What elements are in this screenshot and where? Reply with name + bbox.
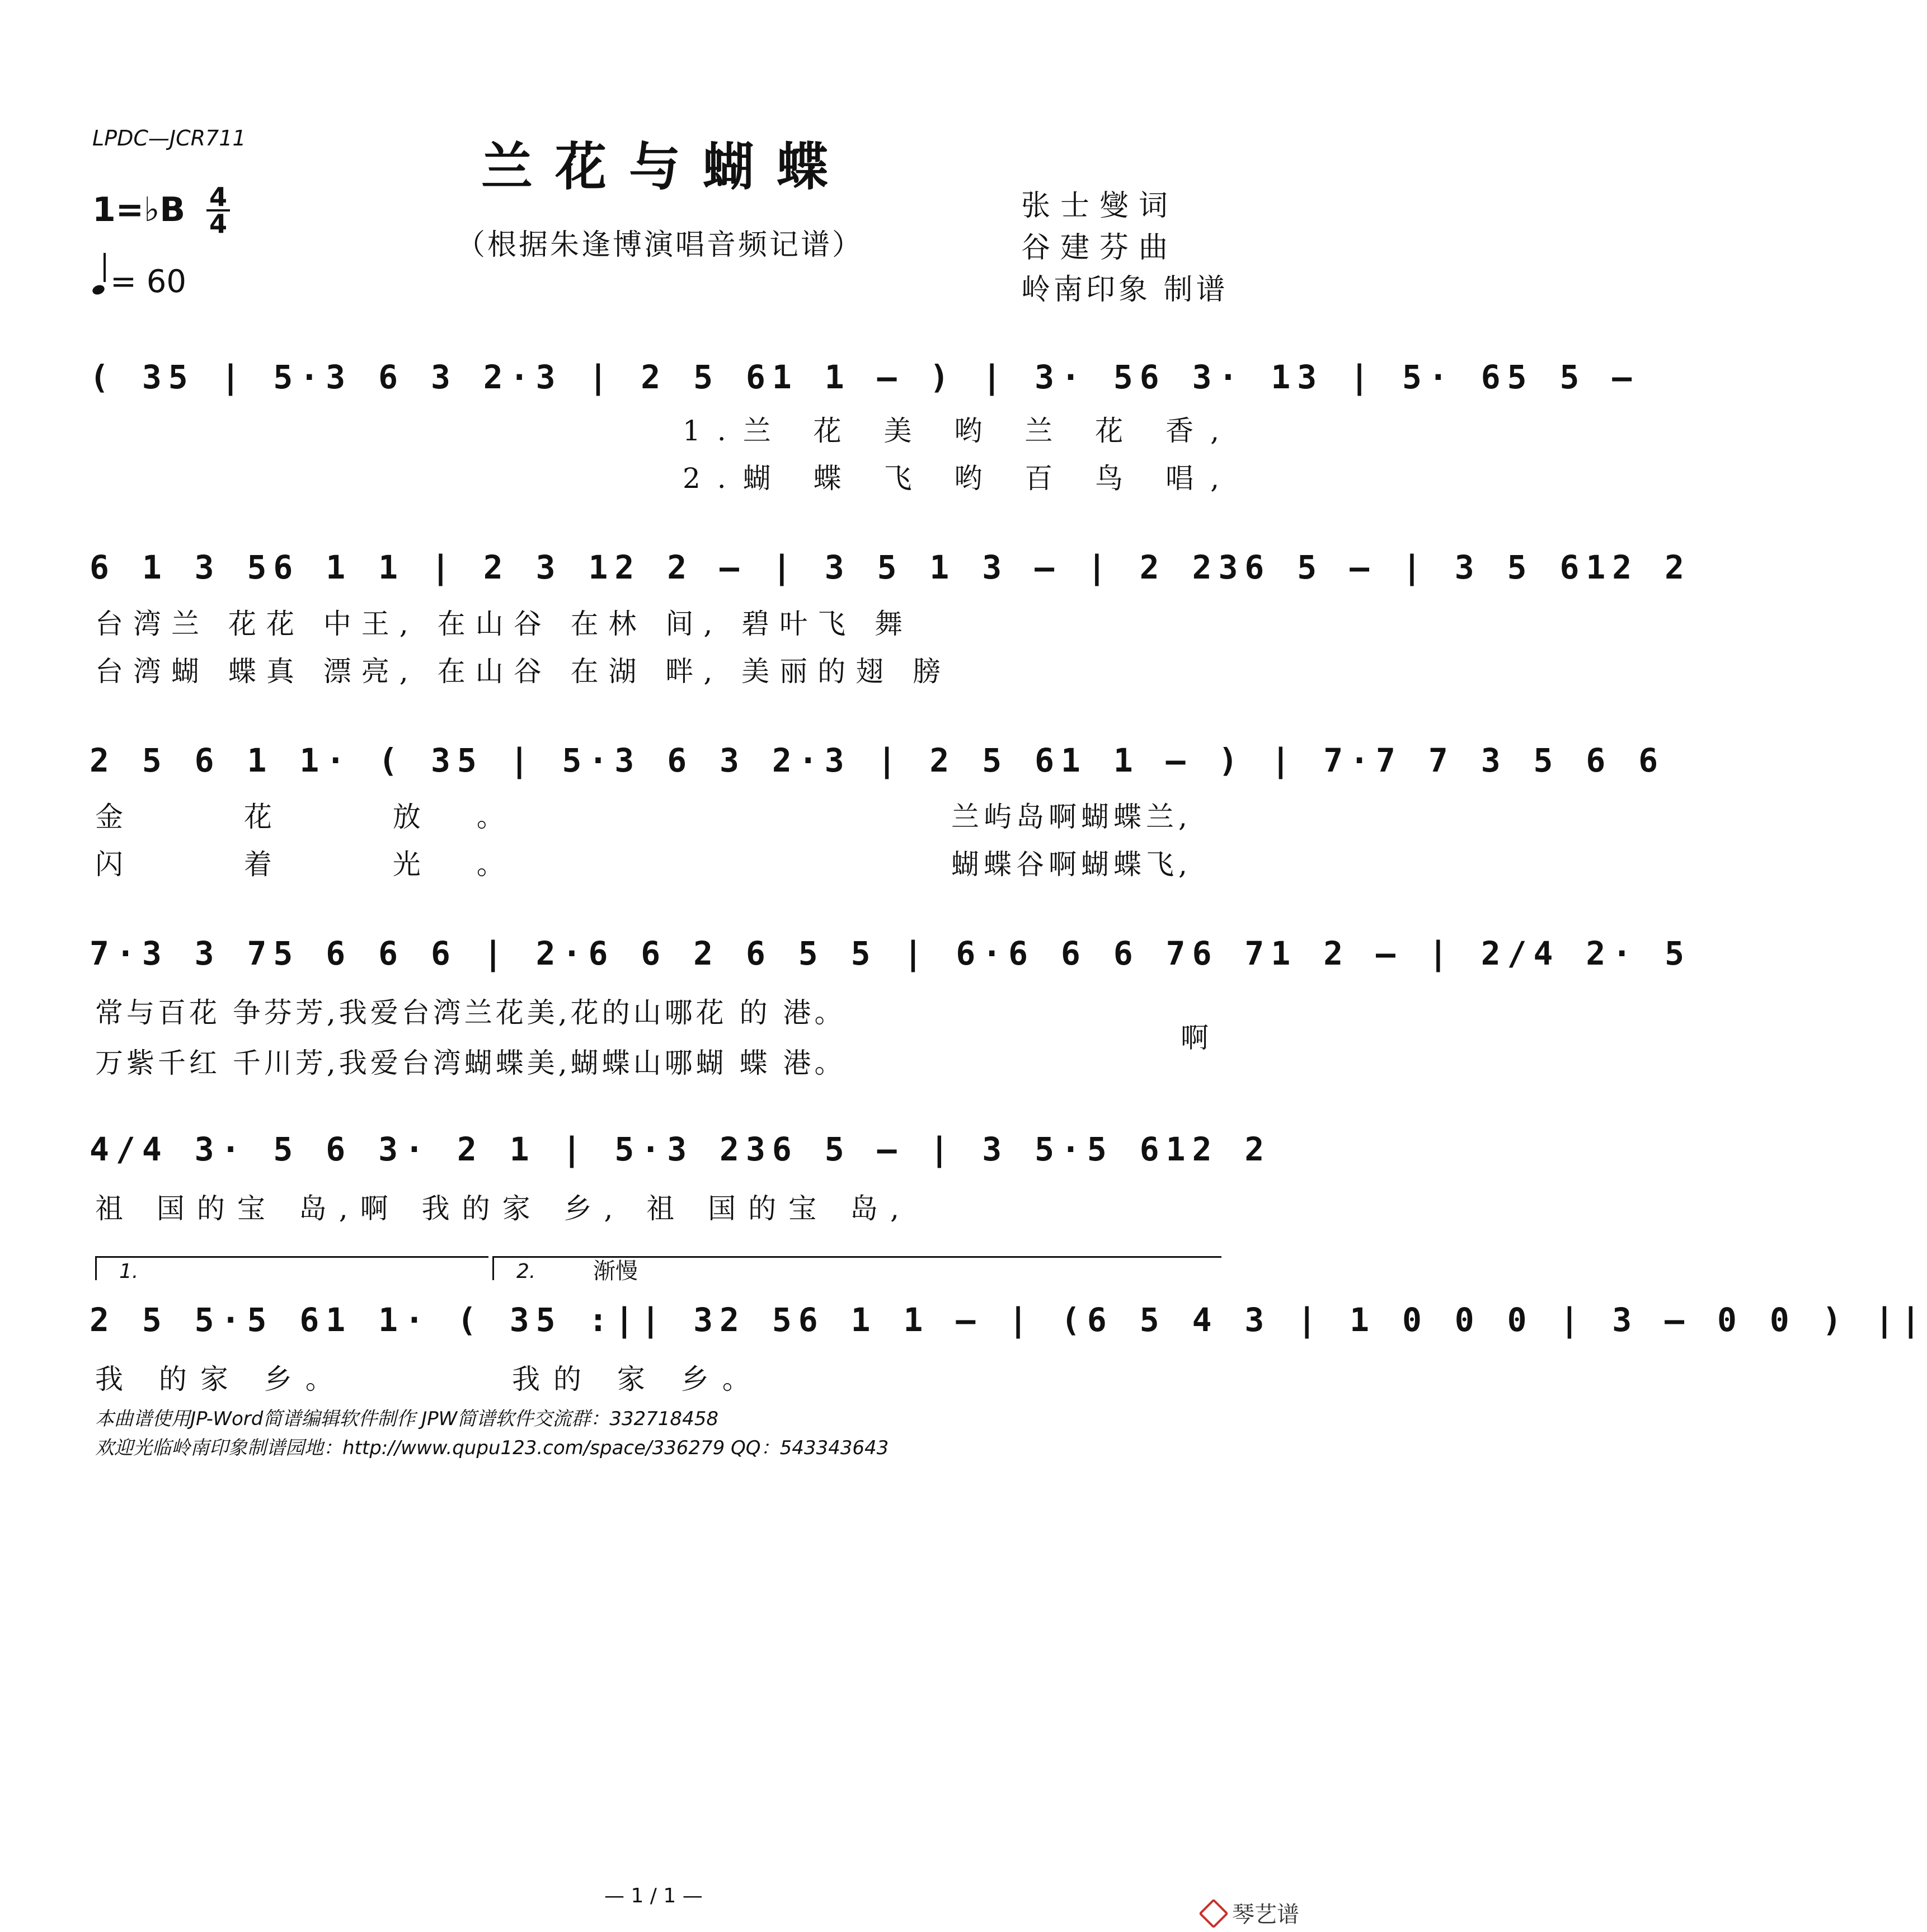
lyricist-credit: 张士燮词	[1021, 189, 1178, 223]
lyric-row-3-verse-1: 金 花 放。	[95, 801, 561, 833]
page-number: — 1 / 1 —	[604, 1884, 703, 1907]
second-ending-label: 2.	[516, 1260, 536, 1283]
logo-icon	[1198, 1898, 1229, 1929]
notation-row-2: 6 1 3 56 1 1 | 2 3 12 2 – | 3 5 1 3 – | 2 236 5 – | 3 5 612 2	[90, 548, 1691, 586]
song-subtitle: （根据朱逢博演唱音频记谱）	[456, 228, 864, 262]
footer-line-1: 本曲谱使用JP-Word简谱编辑软件制作 JPW简谱软件交流群：332718458	[95, 1408, 718, 1430]
site-logo: 琴艺谱	[1203, 1897, 1299, 1929]
lyric-row-4-verse-2: 万紫千红 千川芳,我爱台湾蝴蝶美,蝴蝶山哪蝴 蝶 港。	[95, 1047, 846, 1079]
staff-row-3	[90, 730, 1665, 792]
notation-row-3: 2 5 6 1 1· ( 35 | 5·3 6 3 2·3 | 2 5 61 1 – ) | 7·7 7 3 5 6 6	[90, 741, 1665, 779]
lyric-row-3-verse-2: 闪 着 光。	[95, 848, 561, 881]
lyric-row-4-verse-1: 常与百花 争芬芳,我爱台湾兰花美,花的山哪花 的 港。	[95, 996, 846, 1029]
lyric-row-2-verse-2: 台湾蝴 蝶真 漂亮, 在山谷 在湖 畔, 美丽的翅 膀	[95, 655, 951, 688]
time-signature-top: 4	[209, 182, 227, 212]
staff-row-4	[90, 923, 1691, 985]
tempo-marking: = 60	[92, 263, 186, 300]
staff-row-1	[90, 347, 1639, 408]
lyric-row-3-verse-2-right: 蝴蝶谷啊蝴蝶飞,	[951, 848, 1192, 881]
ritardando-marking: 渐慢	[593, 1258, 638, 1284]
staff-row-2	[90, 537, 1691, 599]
lyric-row-1-verse-2: 2.蝴 蝶 飞 哟 百 鸟 唱,	[683, 462, 1236, 495]
lyric-row-1-verse-1: 1.兰 花 美 哟 兰 花 香,	[683, 415, 1236, 447]
lyric-row-6-a: 我 的家 乡。	[95, 1363, 347, 1395]
arranger-credit: 岭南印象 制谱	[1021, 273, 1229, 307]
lyric-row-2-verse-1: 台湾兰 花花 中王, 在山谷 在林 间, 碧叶飞 舞	[95, 608, 913, 640]
lyric-row-5: 祖 国的宝 岛,啊 我的家 乡, 祖 国的宝 岛,	[95, 1192, 911, 1225]
score-code: LPDC—JCR711	[92, 126, 246, 151]
notation-row-1: ( 35 | 5·3 6 3 2·3 | 2 5 61 1 – ) | 3· 56 3· 13 | 5· 65 5 –	[90, 358, 1639, 396]
notation-row-5: 4/4 3· 5 6 3· 2 1 | 5·3 236 5 – | 3 5·5 612 2	[90, 1130, 1271, 1168]
time-signature	[204, 182, 232, 239]
staff-row-5	[90, 1119, 1271, 1181]
lyric-row-4-ah: 啊	[1181, 1022, 1209, 1054]
notation-row-6: 2 5 5·5 61 1· ( 35 :|| 32 56 1 1 – | (6 5 4 3 | 1 0 0 0 | 3 – 0 0 ) ||	[90, 1301, 1927, 1339]
key-signature: 1=♭B	[92, 190, 186, 229]
lyric-row-6-b: 我的 家 乡。	[512, 1363, 764, 1395]
first-ending-label: 1.	[119, 1260, 139, 1283]
time-signature-bottom: 4	[209, 209, 227, 239]
notation-row-4: 7·3 3 75 6 6 6 | 2·6 6 2 6 5 5 | 6·6 6 6 76 71 2 – | 2/4 2· 5	[90, 934, 1691, 972]
lyric-row-3-verse-1-right: 兰屿岛啊蝴蝶兰,	[951, 801, 1192, 833]
footer-line-2: 欢迎光临岭南印象制谱园地：http://www.qupu123.com/space/336279 QQ：543343643	[95, 1437, 889, 1459]
quarter-note-icon	[91, 284, 106, 297]
staff-row-6	[90, 1290, 1927, 1351]
composer-credit: 谷建芬曲	[1021, 231, 1178, 265]
song-title: 兰花与蝴蝶	[481, 137, 851, 197]
first-ending-bracket	[95, 1256, 488, 1283]
